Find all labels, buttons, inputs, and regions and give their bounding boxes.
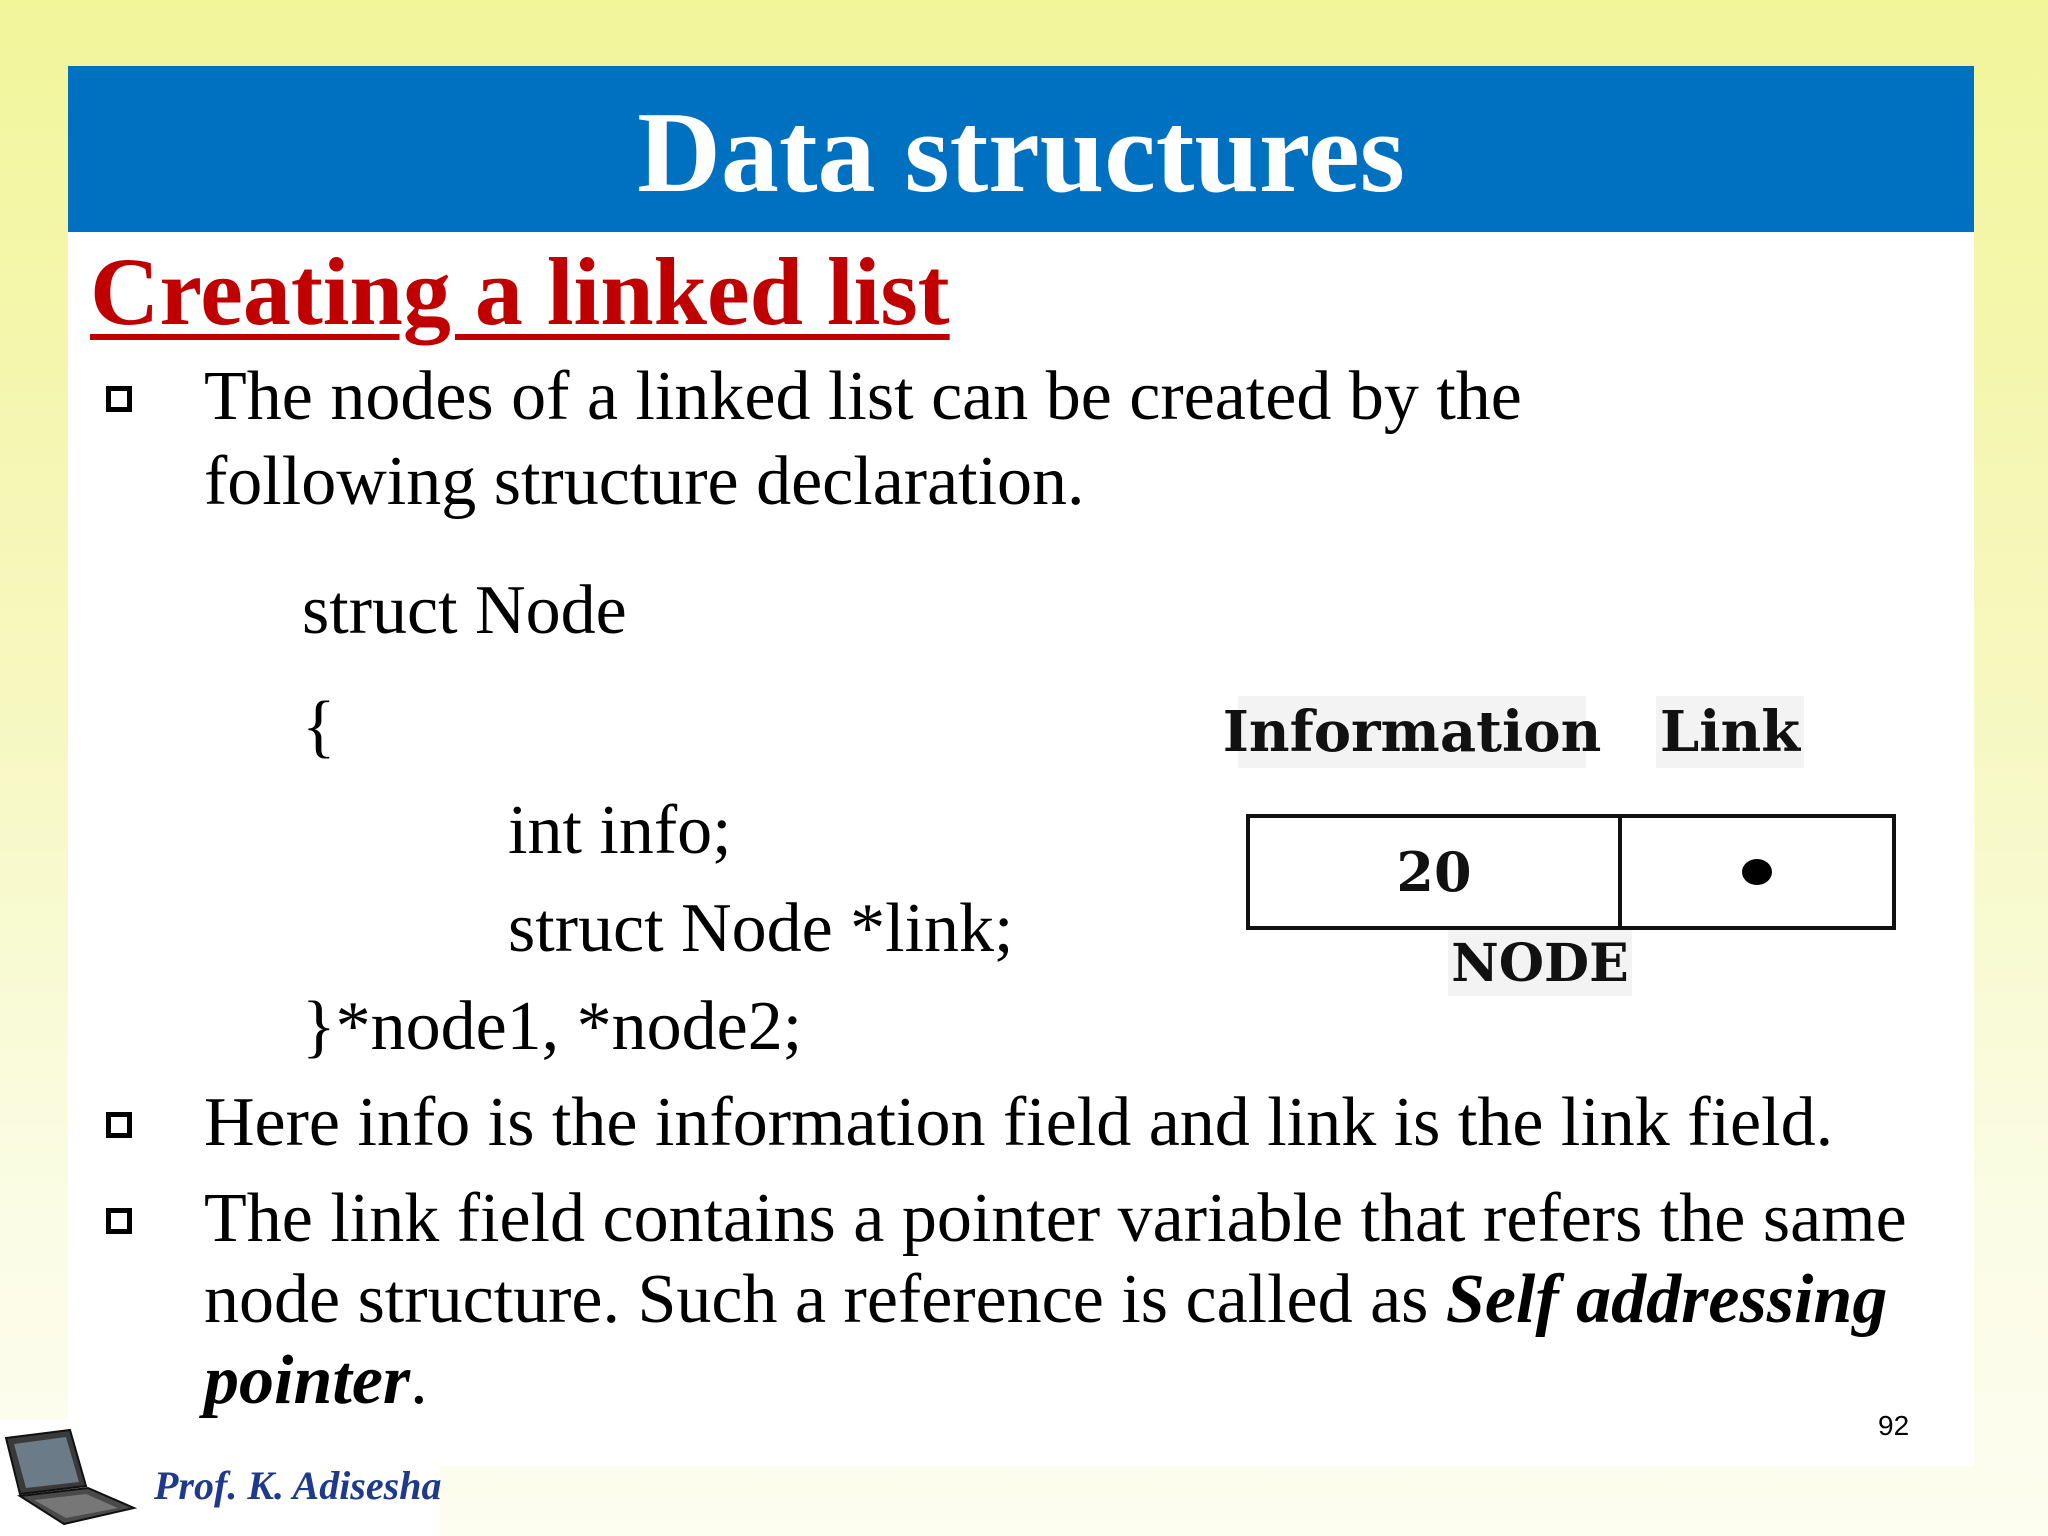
code-line: }*node1, *node2;	[302, 988, 803, 1065]
link-cell	[1618, 814, 1896, 930]
slide	[68, 66, 1974, 1466]
page-number: 92	[1878, 1410, 1910, 1441]
section-heading: Creating a linked list	[90, 238, 950, 345]
laptop-icon	[0, 1424, 140, 1534]
author-footer	[0, 1420, 440, 1536]
bullet-item	[68, 1082, 1928, 1172]
plain-text: node structure. Such a reference is called as	[204, 1261, 1446, 1339]
code-line: int info;	[508, 792, 732, 869]
bullet-text	[204, 1178, 1924, 1422]
slide-title: Data structures	[637, 89, 1405, 217]
information-header: Information	[1238, 696, 1586, 768]
author-signature: Prof. K. Adisesha	[154, 1463, 442, 1508]
bullet-line	[204, 1259, 1924, 1340]
bullet-line: The nodes of a linked list can be created by the	[204, 358, 1522, 435]
code-line: {	[302, 688, 336, 765]
pointer-dot-icon	[1742, 859, 1772, 885]
code-line: struct Node *link;	[508, 890, 1014, 967]
plain-text: .	[410, 1342, 428, 1420]
code-line: struct Node	[302, 572, 627, 649]
bullet-line: following structure declaration.	[204, 443, 1085, 521]
node-diagram	[1222, 696, 1898, 996]
hollow-square-icon	[106, 386, 132, 412]
bullet-text	[204, 356, 1924, 522]
link-header: Link	[1656, 696, 1804, 768]
bullet-item	[68, 356, 1928, 536]
hollow-square-icon	[106, 1112, 132, 1138]
title-bar	[68, 66, 1974, 232]
bullet-text: Here info is the information field and link is the link field.	[204, 1084, 1834, 1161]
emphasis-text: Self addressing	[1445, 1261, 1888, 1339]
bullet-line	[204, 1340, 1924, 1421]
hollow-square-icon	[106, 1208, 132, 1234]
node-label: NODE	[1448, 930, 1632, 996]
info-cell: 20	[1246, 814, 1622, 930]
bullet-item	[68, 1178, 1928, 1448]
emphasis-text: pointer	[204, 1342, 411, 1420]
bullet-line: The link field contains a pointer variable that refers the same	[204, 1180, 1907, 1257]
